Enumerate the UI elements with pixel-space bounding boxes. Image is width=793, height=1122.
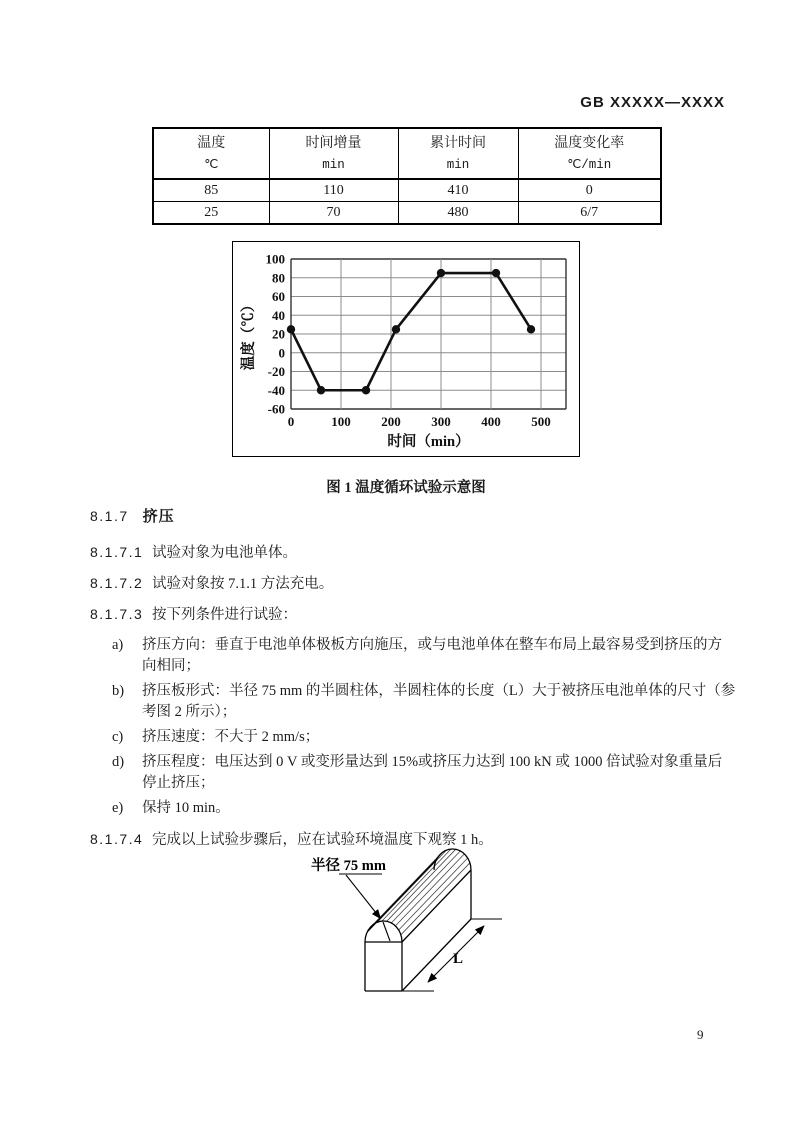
table-header-row xyxy=(153,128,661,179)
clause-paragraph xyxy=(90,542,736,564)
chart-text: 400 xyxy=(481,414,501,429)
chart-circle xyxy=(362,386,370,394)
temperature-cycle-chart xyxy=(233,242,576,453)
radius-leader-line xyxy=(339,874,390,941)
clause-paragraph xyxy=(90,604,736,626)
list-item xyxy=(90,752,736,794)
clause-text: 试验对象按 7.1.1 方法充电。 xyxy=(152,576,334,592)
chart-text: -60 xyxy=(267,401,285,417)
chart-circle xyxy=(287,325,295,333)
table-cell: 0 xyxy=(518,179,661,202)
item-label: a) xyxy=(112,637,124,653)
chart-text: -40 xyxy=(267,382,285,398)
table-header-cell xyxy=(269,128,398,179)
table-header-cell xyxy=(398,128,518,179)
length-label: L xyxy=(453,951,464,967)
table-cell: 110 xyxy=(269,179,398,202)
clause-number: 8.1.7.1 xyxy=(90,544,144,560)
chart-circle xyxy=(392,325,400,333)
clause-text: 按下列条件进行试验： xyxy=(152,607,297,623)
chart-circle xyxy=(492,269,500,277)
crush-plate-drawing xyxy=(305,845,515,1005)
chart-text: 40 xyxy=(272,307,285,323)
column-unit: ℃ xyxy=(204,158,219,172)
chart-text: 0 xyxy=(287,414,295,429)
chart-circle xyxy=(527,325,535,333)
item-text: 挤压板形式：半径 75 mm 的半圆柱体，半圆柱体的长度（L）大于被挤压电池单体的尺寸（参考图 2 所示）； xyxy=(142,683,736,720)
length-dimension xyxy=(402,919,502,991)
table-header-cell xyxy=(518,128,661,179)
clause-number: 8.1.7.2 xyxy=(90,575,144,591)
chart-text: 100 xyxy=(265,251,285,267)
list-item xyxy=(90,635,736,677)
chart-text: 0 xyxy=(278,345,285,361)
column-name: 温度 xyxy=(197,136,226,151)
radius-label: 半径 75 mm xyxy=(311,858,386,874)
item-label: d) xyxy=(112,754,125,770)
item-text: 挤压程度：电压达到 0 V 或变形量达到 15%或挤压力达到 100 kN 或 1000 倍试验对象重量后停止挤压； xyxy=(142,754,723,791)
column-name: 温度变化率 xyxy=(554,136,625,151)
chart-circle xyxy=(437,269,445,277)
table-row xyxy=(153,202,661,225)
item-text: 挤压速度：不大于 2 mm/s； xyxy=(142,729,320,745)
section-title: 挤压 xyxy=(142,508,175,525)
table-cell: 410 xyxy=(398,179,518,202)
table-header-cell xyxy=(153,128,269,179)
clause-paragraph xyxy=(90,573,736,595)
condition-list xyxy=(90,635,736,819)
table-cell: 25 xyxy=(153,202,269,225)
clause-number: 8.1.7.3 xyxy=(90,606,144,622)
chart-text: 60 xyxy=(272,289,285,304)
table-cell: 480 xyxy=(398,202,518,225)
chart-text: -20 xyxy=(267,364,285,379)
item-label: e) xyxy=(112,800,124,816)
table-cell: 70 xyxy=(269,202,398,225)
chart-polyline xyxy=(291,273,531,390)
standard-code: GB XXXXX—XXXX xyxy=(580,94,725,111)
clause-text: 试验对象为电池单体。 xyxy=(152,545,297,561)
page-number: 9 xyxy=(697,1027,704,1042)
chart-text: 温度（℃） xyxy=(241,297,257,371)
section-heading xyxy=(90,506,736,528)
column-name: 时间增量 xyxy=(305,136,362,151)
clause-content xyxy=(90,506,736,860)
column-unit: ℃/min xyxy=(567,158,612,172)
chart-text: 300 xyxy=(431,414,451,429)
clause-text: 完成以上试验步骤后，应在试验环境温度下观察 1 h。 xyxy=(152,832,493,848)
figure1-frame xyxy=(232,241,580,457)
list-item xyxy=(90,681,736,723)
item-text: 保持 10 min。 xyxy=(142,800,230,816)
item-label: b) xyxy=(112,683,125,699)
table-cell: 6/7 xyxy=(518,202,661,225)
item-text: 挤压方向：垂直于电池单体极板方向施压，或与电池单体在整车布局上最容易受到挤压的方向相同； xyxy=(142,637,722,674)
clause-number: 8.1.7.4 xyxy=(90,831,144,847)
list-item xyxy=(90,798,736,819)
column-unit: min xyxy=(322,158,345,172)
column-unit: min xyxy=(446,158,470,172)
table-row xyxy=(153,179,661,202)
table-cell: 85 xyxy=(153,179,269,202)
list-item xyxy=(90,727,736,748)
temperature-cycle-table xyxy=(152,127,662,225)
chart-text: 时间（min） xyxy=(387,434,470,450)
chart-text: 100 xyxy=(331,414,351,429)
column-name: 累计时间 xyxy=(430,136,486,151)
figure1-caption: 图 1 温度循环试验示意图 xyxy=(326,480,486,496)
item-label: c) xyxy=(112,729,124,745)
chart-text: 200 xyxy=(381,414,401,429)
section-number: 8.1.7 xyxy=(90,508,129,524)
chart-circle xyxy=(317,386,325,394)
chart-text: 500 xyxy=(531,414,551,429)
chart-text: 20 xyxy=(272,326,285,342)
chart-text: 80 xyxy=(272,270,285,286)
